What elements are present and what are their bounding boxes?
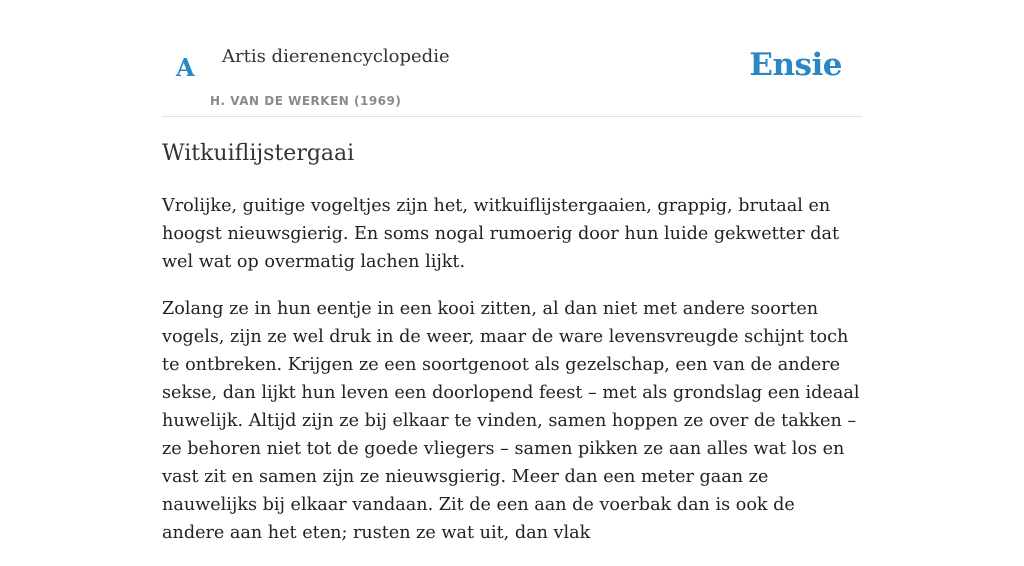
site-header: [162, 0, 862, 117]
entry-body: [162, 192, 862, 566]
entry-title: Witkuiflijstergaai: [162, 141, 355, 166]
entry-paragraph: Vrolijke, guitige vogeltjes zijn het, witkuiflijstergaaien, grappig, brutaal en hoogst nieuwsgierig. En soms nogal rumoerig door hun luide gekwetter dat wel wat op overmatig lachen lijkt.: [162, 196, 840, 272]
book-author: H. VAN DE WERKEN (1969): [210, 94, 402, 108]
book-title-link[interactable]: Artis dierenencyclopedie: [222, 46, 450, 67]
entry-paragraph: Zolang ze in hun eentje in een kooi zitten, al dan niet met andere soorten vogels, zijn ze wel druk in de weer, maar de ware levensvreugde schijnt toch te ontbreken. Krijgen ze een soortgenoot als gezelschap, een van de andere sekse, dan lijkt hun leven een doorlopend feest – met als grondslag een ideaal huwelijk. Altijd zijn ze bij elkaar te vinden, samen hoppen ze over de takken – ze behoren niet tot de goede vliegers – samen pikken ze aan alles wat los en vast zit en samen zijn ze nieuwsgierig. Meer dan een meter gaan ze nauwelijks bij elkaar vandaan. Zit de een aan de voerbak dan is ook de andere aan het eten; rusten ze wat uit, dan vlak: [162, 299, 860, 543]
book-logo-letter[interactable]: A: [176, 53, 195, 82]
ensie-logo[interactable]: Ensie: [749, 47, 842, 83]
